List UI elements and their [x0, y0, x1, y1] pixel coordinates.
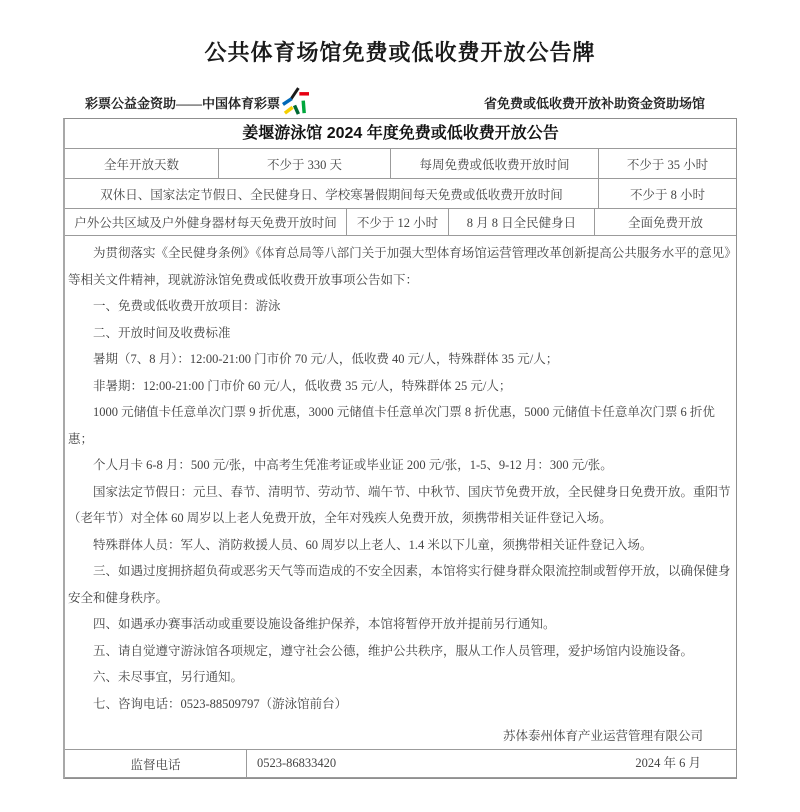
- supervision-phone-value: 0523-86833420: [257, 756, 337, 770]
- notice-table: [63, 118, 737, 779]
- outdoor-hours-value: 不少于 12 小时: [347, 209, 449, 235]
- signature-date: 2024 年 6 月: [635, 755, 701, 770]
- annual-open-days-value: 不少于 330 天: [219, 149, 391, 178]
- fitness-day-value: 全面免费开放: [627, 216, 703, 230]
- province-funding-caption: 省免费或低收费开放补助资金资助场馆: [483, 96, 705, 111]
- notice-paragraph: 暑期（7、8 月）：12:00-21:00 门市价 70 元/人，低收费 40 元/人，特殊群体 35 元/人；: [93, 352, 559, 366]
- weekly-hours-label: 每周免费或低收费开放时间: [391, 149, 599, 178]
- notice-paragraph: 五、请自觉遵守游泳馆各项规定，遵守社会公德，维护公共秩序，服从工作人员管理，爱护场馆内设施设备。: [93, 643, 694, 658]
- page-title: 公共体育场馆免费或低收费开放公告牌: [204, 40, 596, 65]
- lottery-funding-text: 彩票公益金资助——中国体育彩票: [85, 96, 281, 111]
- notice-paragraph: 个人月卡 6-8 月：500 元/张，中高考生凭准考证或毕业证 200 元/张，1-5、9-12 月：300 元/张。: [93, 458, 613, 472]
- china-sports-lottery-icon: [282, 87, 309, 118]
- holiday-hours-value: 不少于 8 小时: [629, 187, 705, 202]
- notice-paragraph: 一、免费或低收费开放项目：游泳: [93, 299, 281, 313]
- notice-paragraph: 七、咨询电话：0523-88509797（游泳馆前台）: [93, 696, 348, 711]
- table-row: [65, 149, 736, 179]
- holiday-hours-label: 双休日、国家法定节假日、全民健身日、学校寒暑假期间每天免费或低收费开放时间: [65, 179, 599, 208]
- notice-paragraph: 三、如遇过度拥挤超负荷或恶劣天气等而造成的不安全因素，本馆将实行健身群众限流控制或暂停开放，以确保健身安全和健身秩序。: [68, 564, 731, 605]
- table-row: [65, 209, 736, 236]
- supervision-phone-label: 监督电话: [65, 750, 247, 777]
- notice-paragraph: 二、开放时间及收费标准: [93, 325, 231, 340]
- fitness-day-label: 8 月 8 日全民健身日: [449, 209, 595, 235]
- notice-paragraph: 六、未尽事宜，另行通知。: [93, 670, 244, 684]
- weekly-hours-value: 不少于 35 小时: [626, 157, 709, 172]
- supervision-row: [65, 750, 736, 778]
- notice-paragraph: 非暑期：12:00-21:00 门市价 60 元/人，低收费 35 元/人，特殊群体 25 元/人；: [93, 378, 512, 393]
- notice-paragraph: 国家法定节假日：元旦、春节、清明节、劳动节、端午节、中秋节、国庆节免费开放，全民健身日免费开放。重阳节（老年节）对全体 60 周岁以上老人免费开放，全年对残疾人免费开放，须携带相关证件登记入场。: [68, 484, 731, 525]
- subtitle-row: [63, 81, 737, 112]
- notice-paragraph: 为贯彻落实《全民健身条例》《体育总局等八部门关于加强大型体育场馆运营管理改革创新提高公共服务水平的意见》等相关文件精神，现就游泳馆免费或低收费开放事项公告如下：: [68, 246, 731, 287]
- table-title: 姜堰游泳馆 2024 年度免费或低收费开放公告: [65, 119, 736, 149]
- outdoor-hours-label: 户外公共区域及户外健身器材每天免费开放时间: [65, 209, 347, 235]
- notice-paragraph: 四、如遇承办赛事活动或重要设施设备维护保养，本馆将暂停开放并提前另行通知。: [93, 617, 556, 631]
- signature-company: 苏体泰州体育产业运营管理有限公司: [502, 729, 703, 743]
- annual-open-days-label: 全年开放天数: [65, 149, 219, 178]
- notice-paragraph: 1000 元储值卡任意单次门票 9 折优惠，3000 元储值卡任意单次门票 8 折优惠，5000 元储值卡任意单次门票 6 折优惠；: [68, 405, 715, 446]
- table-row: [65, 179, 736, 209]
- lottery-funding-caption: [63, 81, 309, 112]
- notice-paragraph: 特殊群体人员：军人、消防救援人员、60 周岁以上老人、1.4 米以下儿童，须携带相关证件登记入场。: [93, 537, 653, 552]
